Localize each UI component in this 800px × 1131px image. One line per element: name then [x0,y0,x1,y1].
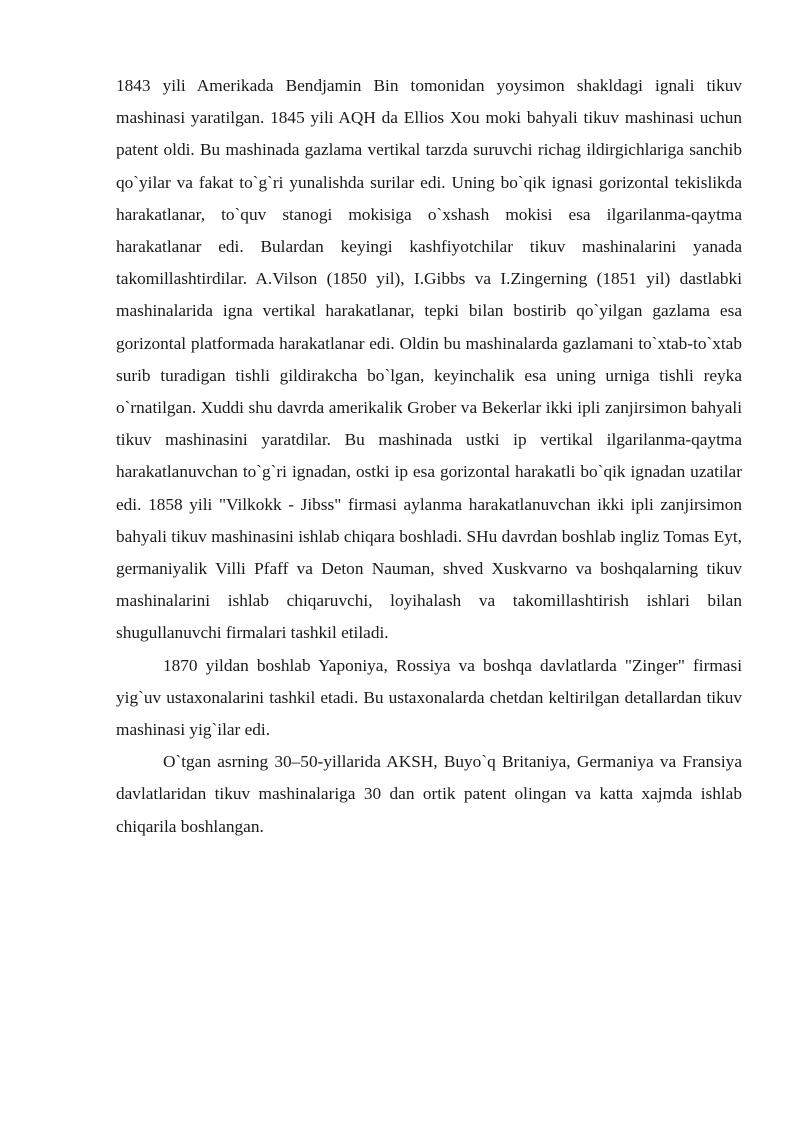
paragraph-sewing-machine-history: 1843 yili Amerikada Bendjamin Bin tomonidan yoysimon shakldagi ignali tikuv mashinasi yaratilgan. 1845 yili AQH da Ellios Xou moki bahyali tikuv mashinasi uchun patent oldi. Bu mashinada gazlama vertikal tarzda suruvchi richag ildirgichlariga sanchib qo`yilar va fakat to`g`ri yunalishda surilar edi. Uning bo`qik ignasi gorizontal tekislikda harakatlanar, to`quv stanogi mokisiga o`xshash mokisi esa ilgarilanma-qaytma harakatlanar edi. Bulardan keyingi kashfiyotchilar tikuv mashinalarini yanada takomillashtirdilar. A.Vilson (1850 yil), I.Gibbs va I.Zingerning (1851 yil) dastlabki mashinalarida igna vertikal harakatlanar, tepki bilan bostirib qo`yilgan gazlama esa gorizontal platformada harakatlanar edi. Oldin bu mashinalarda gazlamani to`xtab-to`xtab surib turadigan tishli gildirakcha bo`lgan, keyinchalik esa uning urniga tishli reyka o`rnatilgan. Xuddi shu davrda amerikalik Grober va Bekerlar ikki ipli zanjirsimon bahyali tikuv mashinasini yaratdilar. Bu mashinada ustki ip vertikal ilgarilanma-qaytma harakatlanuvchan to`g`ri ignadan, ostki ip esa gorizontal harakatli bo`qik ignadan uzatilar edi. 1858 yili "Vilkokk - Jibss" firmasi aylanma harakatlanuvchan ikki ipli zanjirsimon bahyali tikuv mashinasini ishlab chiqara boshladi. SHu davrdan boshlab ingliz Tomas Eyt, germaniyalik Villi Pfaff va Deton Nauman, shved Xuskvarno va boshqalarning tikuv mashinalarini ishlab chiqaruvchi, loyihalash va takomillashtirish ishlari bilan shugullanuvchi firmalari tashkil etiladi. [116,76,742,643]
paragraph-zinger-workshops: 1870 yildan boshlab Yaponiya, Rossiya va boshqa davlatlarda "Zinger" firmasi yig`uv ustaxonalarini tashkil etadi. Bu ustaxonalarda chetdan keltirilgan detallardan tikuv mashinasi yig`ilar edi. [116,655,742,740]
paragraph-patents: O`tgan asrning 30–50-yillarida AKSH, Buyo`q Britaniya, Germaniya va Fransiya davlatlaridan tikuv mashinalariga 30 dan ortik patent olingan va katta xajmda ishlab chiqarila boshlangan. [116,752,742,836]
document-body [116,70,742,843]
